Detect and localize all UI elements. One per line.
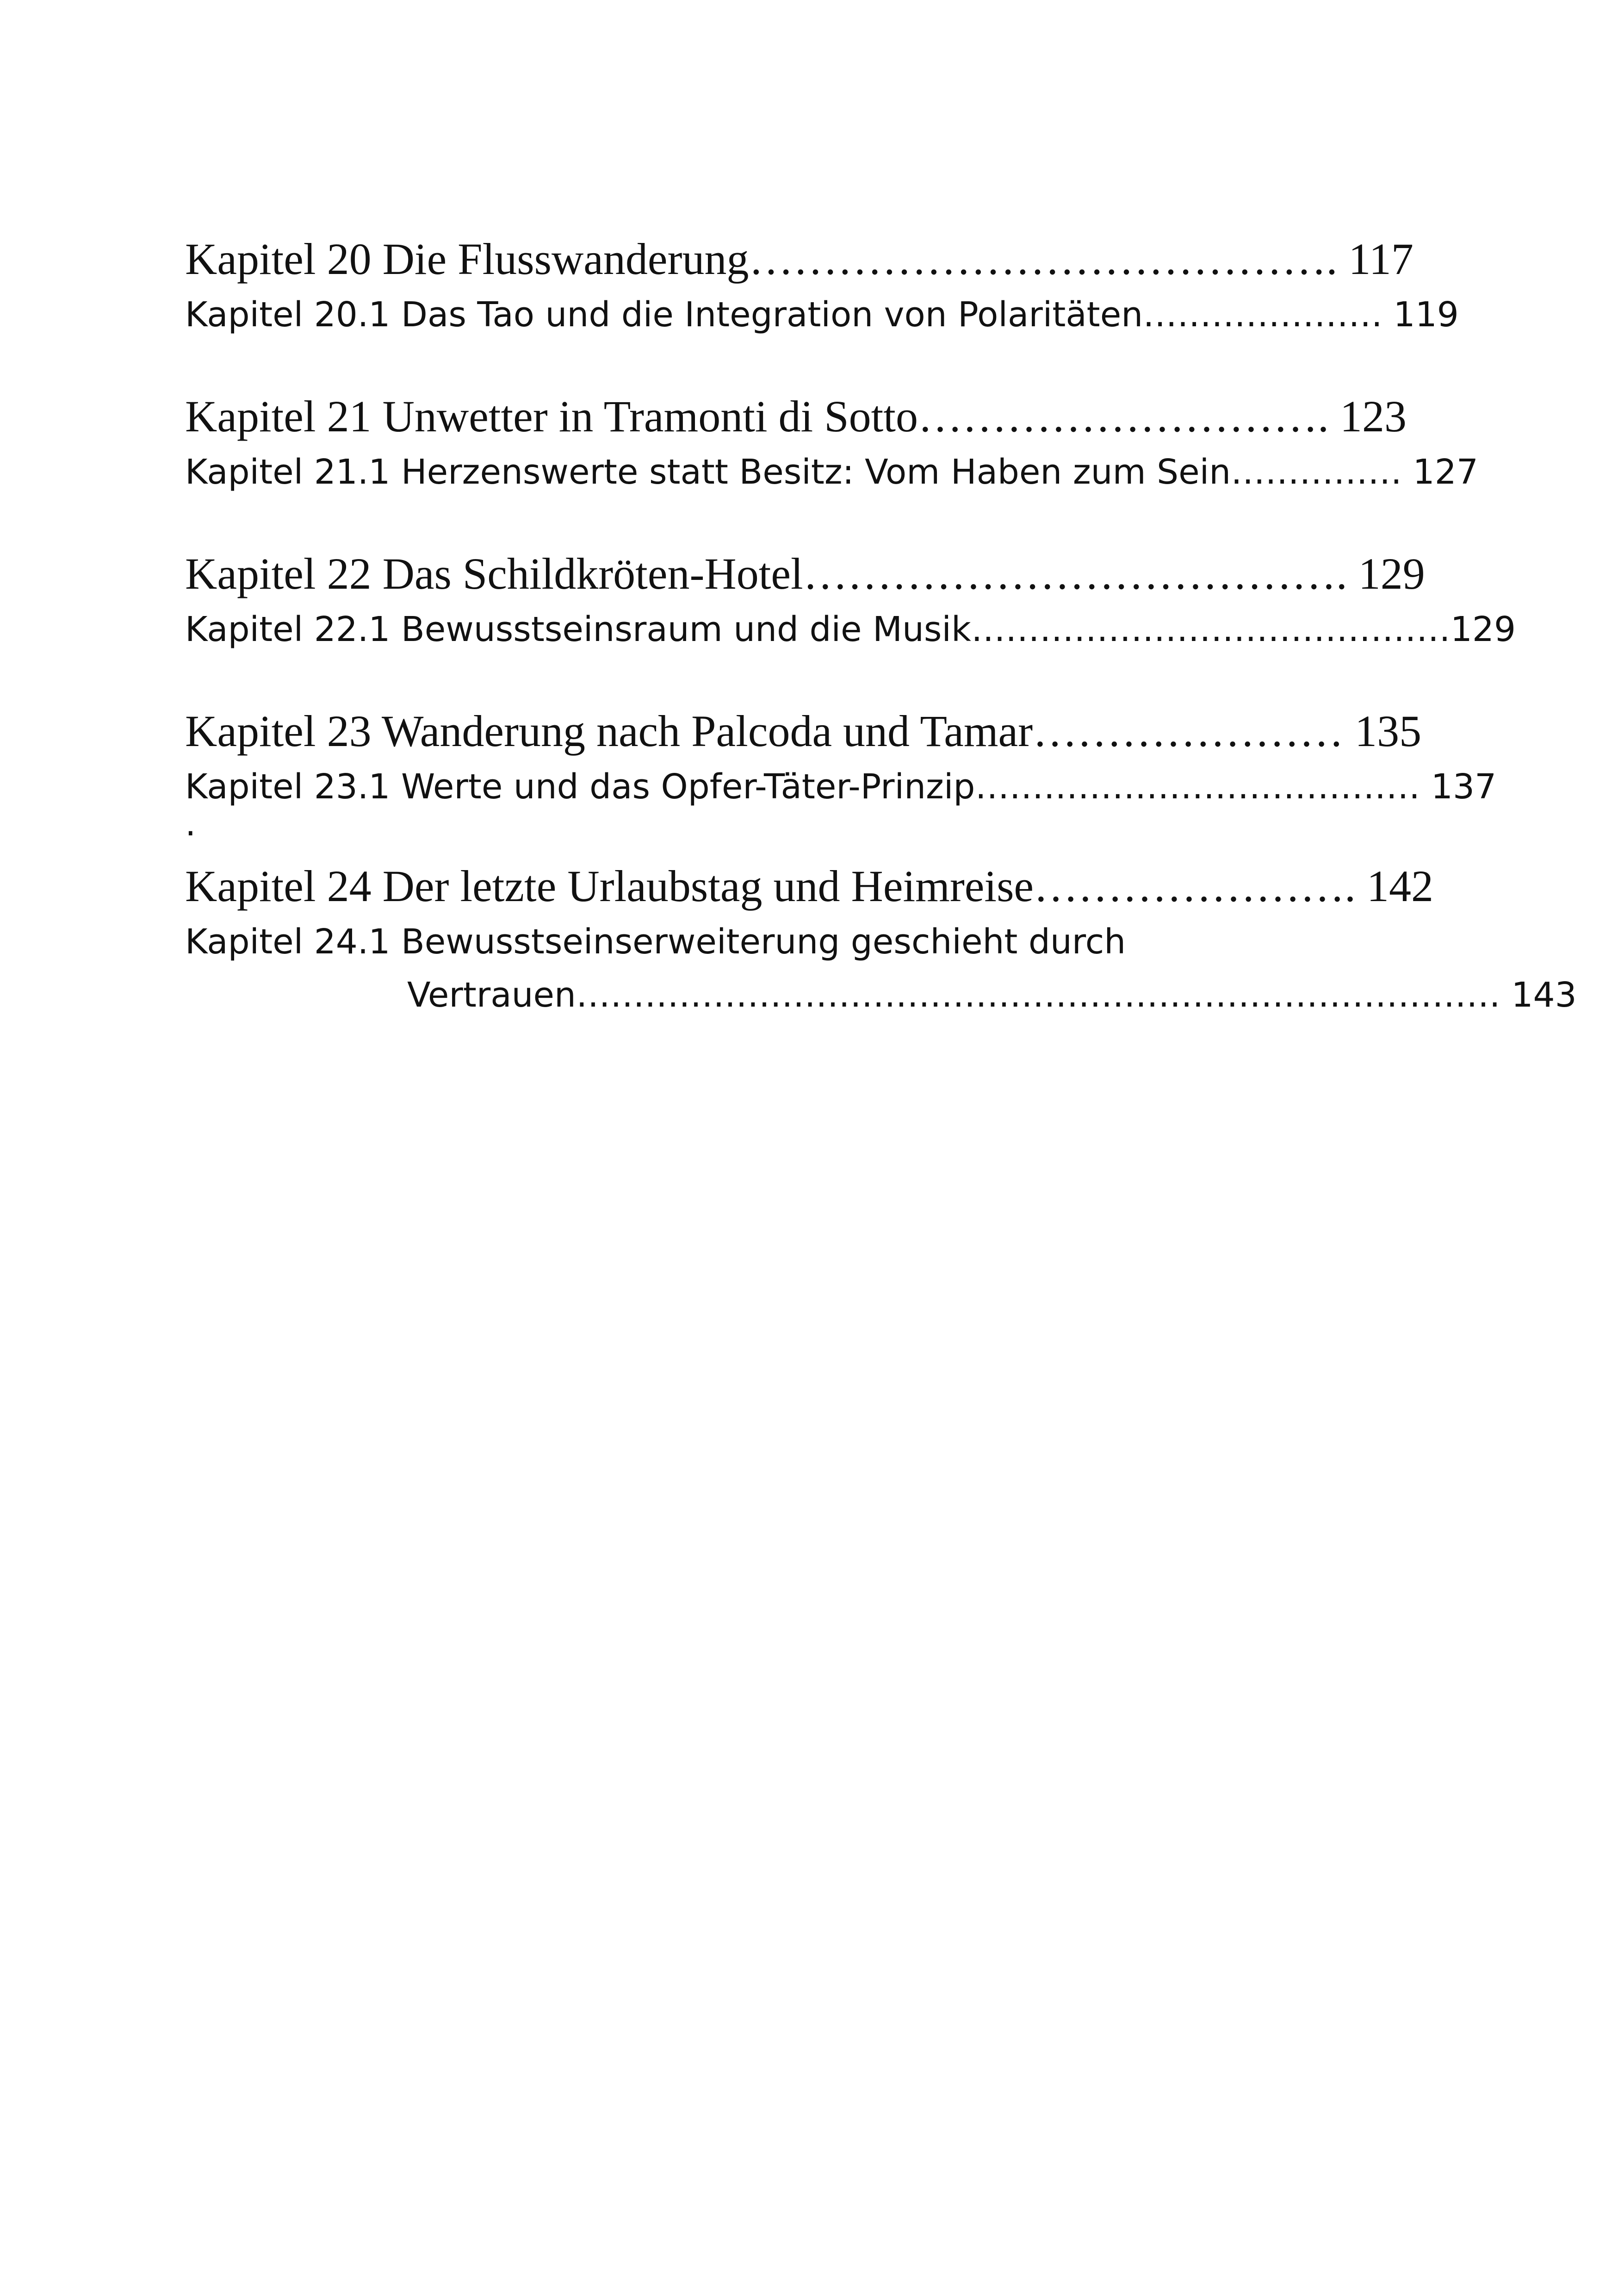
toc-entry-kapitel-20: Kapitel 20 Die Flusswanderung…………………………………. 117 xyxy=(185,234,1413,284)
stray-dot: . xyxy=(185,804,196,844)
toc-entry-kapitel-24-1-continued: Vertrauen……………………………………………………………………… 143 xyxy=(407,975,1577,1015)
toc-entry-kapitel-24: Kapitel 24 Der letzte Urlaubstag und Heimreise…………………. 142 xyxy=(185,861,1434,911)
toc-entry-kapitel-22: Kapitel 22 Das Schildkröten-Hotel………………………………. 129 xyxy=(185,549,1425,598)
toc-entry-kapitel-23-1: Kapitel 23.1 Werte und das Opfer-Täter-Prinzip………………………………… 137 xyxy=(185,767,1497,807)
toc-entry-kapitel-20-1: Kapitel 20.1 Das Tao und die Integration von Polaritäten………………… 119 xyxy=(185,295,1459,335)
toc-entry-kapitel-23: Kapitel 23 Wanderung nach Palcoda und Tamar………………… 135 xyxy=(185,706,1422,756)
toc-entry-kapitel-21-1: Kapitel 21.1 Herzenswerte statt Besitz: Vom Haben zum Sein…………… 127 xyxy=(185,452,1478,492)
toc-entry-kapitel-22-1: Kapitel 22.1 Bewusstseinsraum und die Musik……………………………………129 xyxy=(185,610,1516,649)
toc-entry-kapitel-24-1: Kapitel 24.1 Bewusstseinserweiterung geschieht durch xyxy=(185,922,1126,962)
toc-entry-kapitel-21: Kapitel 21 Unwetter in Tramonti di Sotto………………………. 123 xyxy=(185,392,1407,441)
